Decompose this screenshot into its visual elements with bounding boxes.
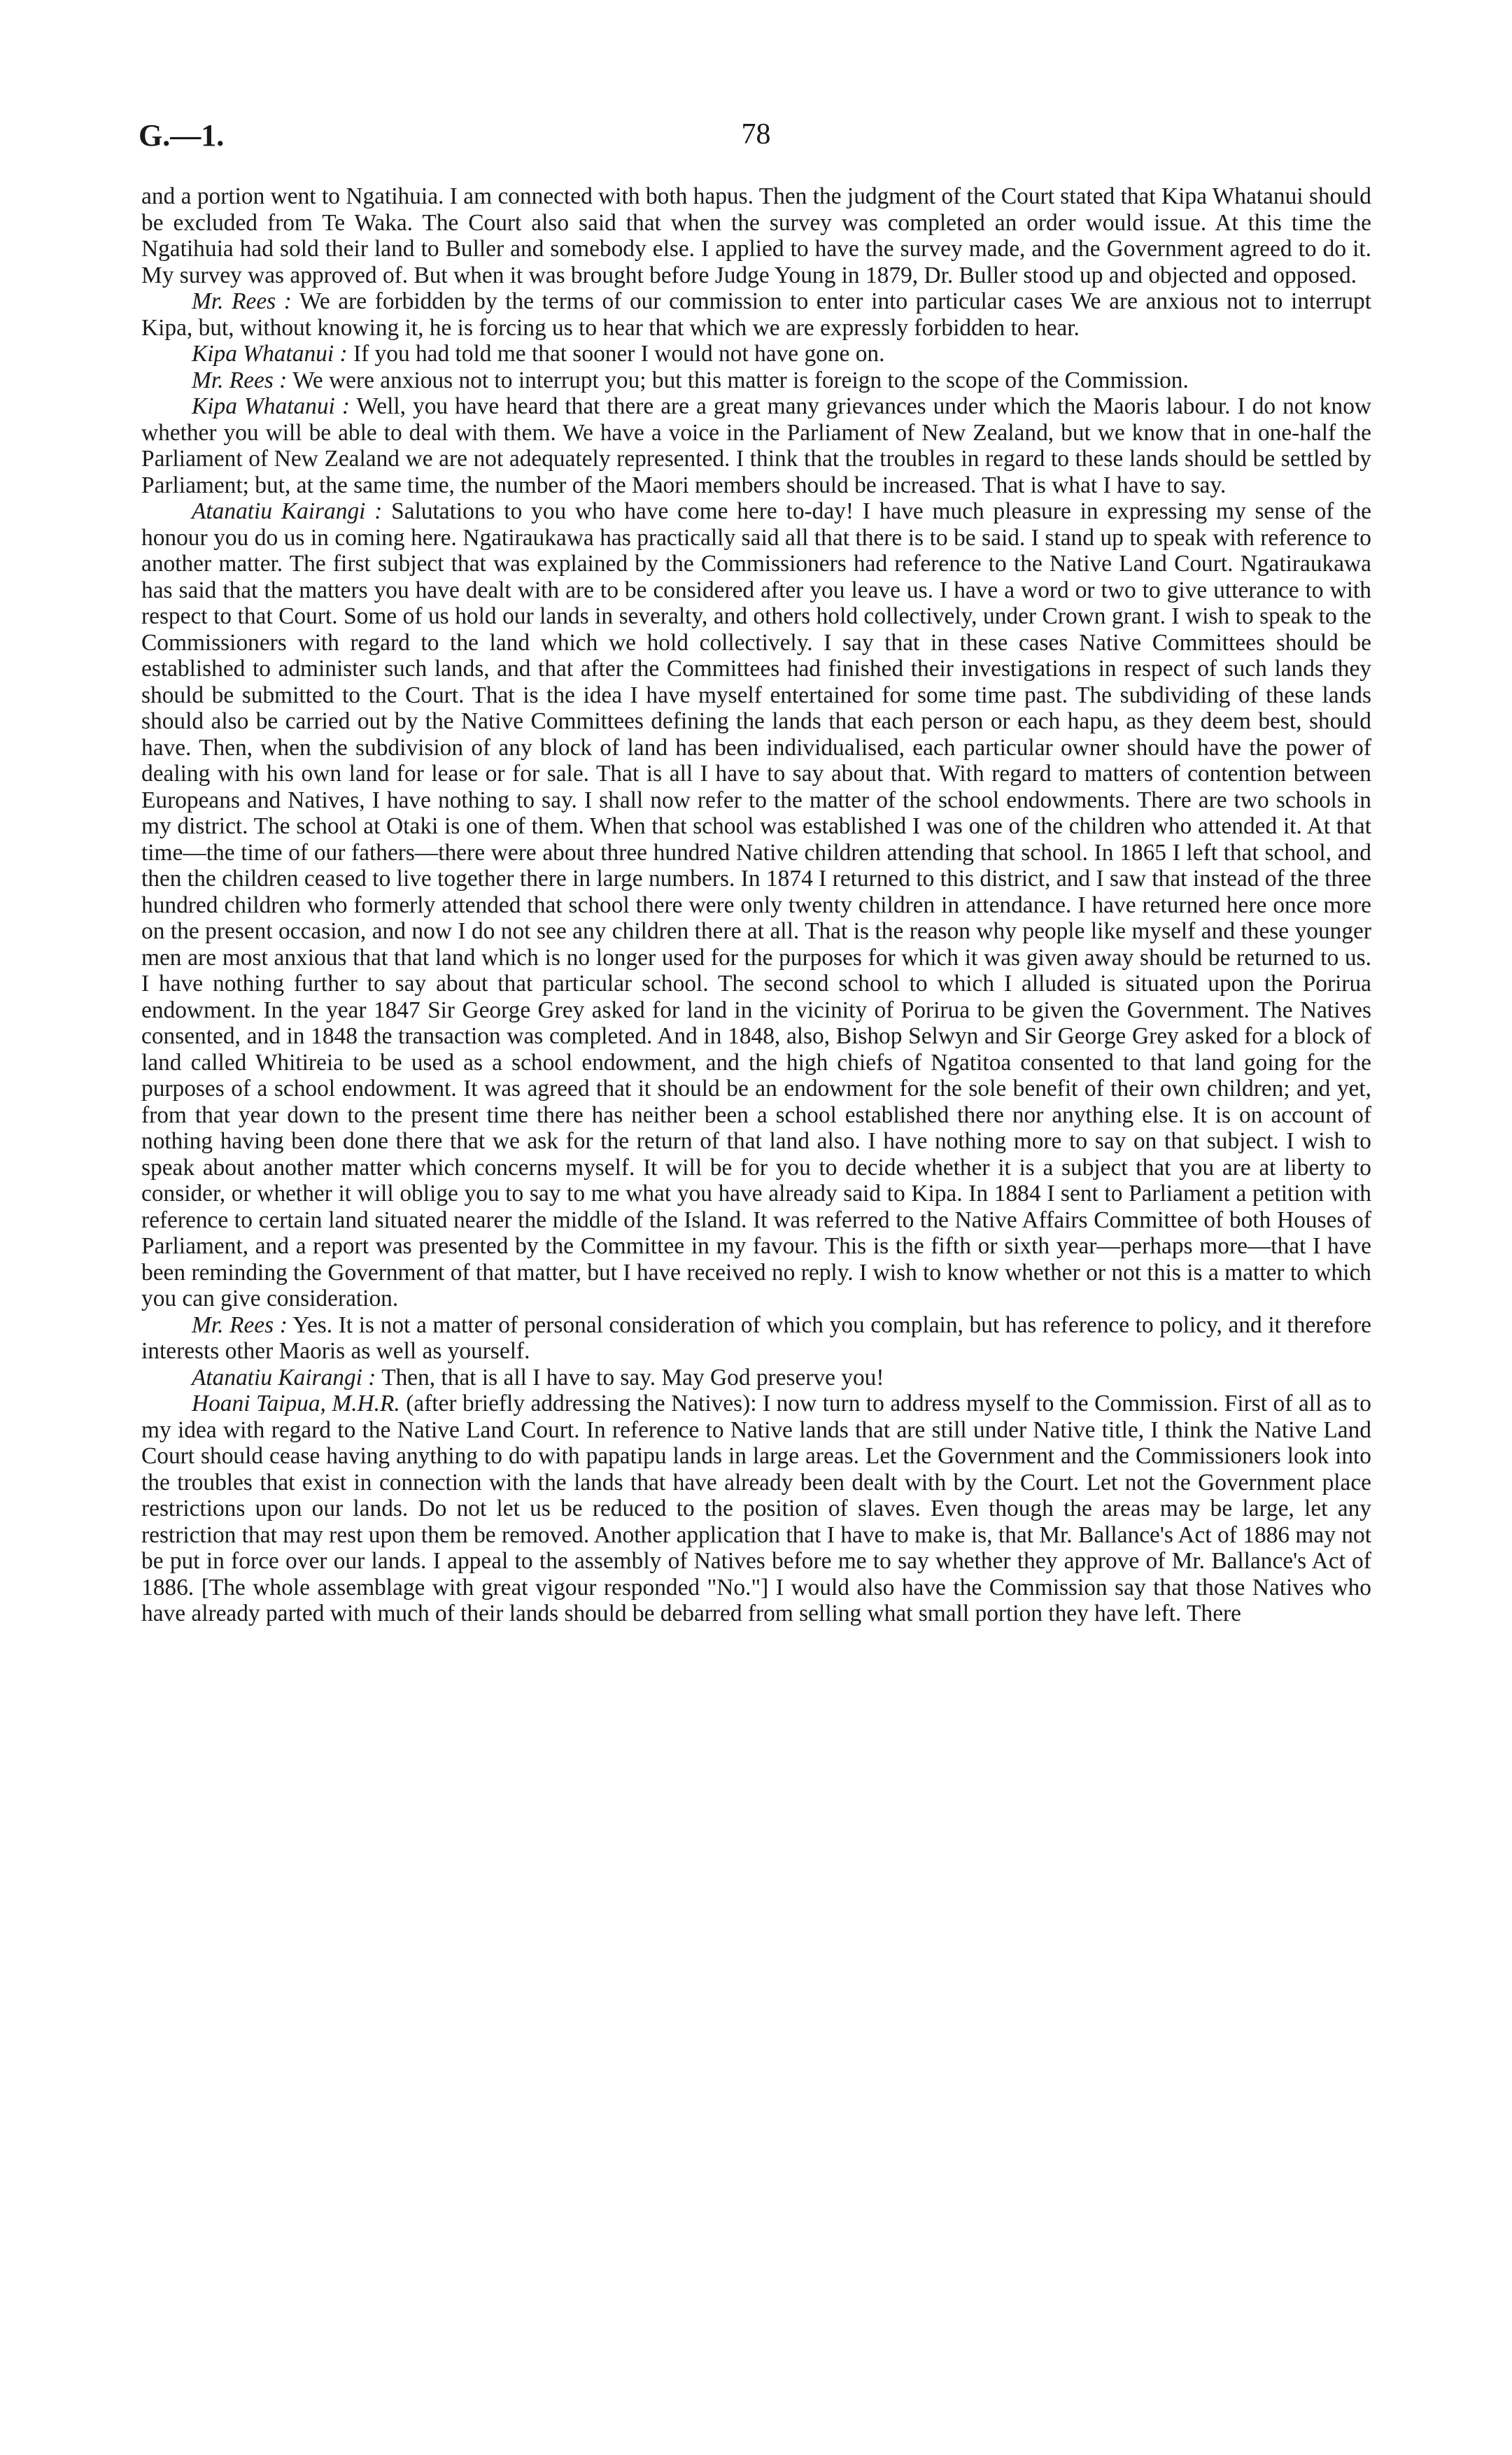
speaker-name: Mr. Rees : [192, 288, 292, 314]
page-header [139, 118, 1373, 160]
paragraph [141, 288, 1371, 341]
speaker-name: Atanatiu Kairangi : [192, 1364, 376, 1391]
paragraph [141, 498, 1371, 1312]
paragraph [141, 1312, 1371, 1365]
speaker-name: Mr. Rees : [192, 1311, 288, 1338]
paragraph [141, 393, 1371, 498]
speaker-name: Kipa Whatanui : [192, 393, 350, 419]
speaker-name: Hoani Taipua, M.H.R. [192, 1391, 400, 1416]
paragraph-text: and a portion went to Ngatihuia. I am connected with both hapus. Then the judgment of the Court stated that Kipa Whatanui should be excluded from Te Waka. The Court also said that when the survey was completed an order would issue. At this time the Ngatihuia had sold their land to Buller and somebody else. I applied to have the survey made, and the Government agreed to do it. My survey was approved of. But when it was brought before Judge Young in 1879, Dr. Buller stood up and objected and opposed. [141, 183, 1371, 288]
speaker-name: Kipa Whatanui : [192, 341, 348, 367]
page-number: 78 [741, 118, 771, 150]
paragraph [141, 1365, 1371, 1391]
paragraph-text: If you had told me that sooner I would not have gone on. [353, 341, 885, 367]
paragraph [141, 183, 1371, 288]
paragraph [141, 367, 1371, 394]
paragraph-text: Then, that is all I have to say. May God preserve you! [381, 1364, 884, 1391]
paragraph [141, 1391, 1371, 1627]
paragraph [141, 341, 1371, 367]
paragraph-text: We are forbidden by the terms of our commission to enter into particular cases We are anxious not to interrupt Kipa, but, without knowing it, he is forcing us to hear that which we are expressly forbidden to hear. [141, 288, 1371, 341]
body-text [141, 183, 1371, 1627]
document-reference: G.—1. [139, 118, 225, 153]
paragraph-text: We were anxious not to interrupt you; but this matter is foreign to the scope of the Commission. [292, 367, 1189, 393]
paragraph-text: (after briefly addressing the Natives): I now turn to address myself to the Commission. First of all as to my idea with regard to the Native Land Court. In reference to Native lands that are still under Native title, I think the Native Land Court should cease having anything to do with papatipu lands in large areas. Let the Government and the Commissioners look into the troubles that exist in connection with the lands that have already been dealt with by the Court. Let not the Government place restrictions upon our lands. Do not let us be reduced to the position of slaves. Even though the areas may be large, let any restriction that may rest upon them be removed. Another application that I have to make is, that Mr. Ballance's Act of 1886 may not be put in force over our lands. I appeal to the assembly of Natives before me to say whether they approve of Mr. Ballance's Act of 1886. [The whole assemblage with great vigour responded "No."] I would also have the Commission say that those Natives who have already parted with much of their lands should be debarred from selling what small portion they have left. There [141, 1391, 1371, 1626]
paragraph-text: Salutations to you who have come here to-day! I have much pleasure in expressing my sense of the honour you do us in coming here. Ngatiraukawa has practically said all that there is to be said. I stand up to speak with reference to another matter. The first subject that was explained by the Commissioners had reference to the Native Land Court. Ngatiraukawa has said that the matters you have dealt with are to be considered after you leave us. I have a word or two to give utterance to with respect to that Court. Some of us hold our lands in severalty, and others hold collectively, under Crown grant. I wish to speak to the Commissioners with regard to the land which we hold collectively. I say that in these cases Native Committees should be established to administer such lands, and that after the Committees had finished their investigations in respect of such lands they should be submitted to the Court. That is the idea I have myself entertained for some time past. The subdividing of these lands should also be carried out by the Native Committees defining the lands that each person or each hapu, as they deem best, should have. Then, when the subdivision of any block of land has been individualised, each particular owner should have the power of dealing with his own land for lease or for sale. That is all I have to say about that. With regard to matters of contention between Europeans and Natives, I have nothing to say. I shall now refer to the matter of the school endowments. There are two schools in my district. The school at Otaki is one of them. When that school was established I was one of the children who attended it. At that time—the time of our fathers—there were about three hundred Native children attending that school. In 1865 I left that school, and then the children ceased to live together there in large numbers. In 1874 I returned to this district, and I saw that instead of the three hundred children who formerly attended that school there were only twenty children in attendance. I have returned here once more on the present occasion, and now I do not see any children there at all. That is the reason why people like myself and these younger men are most anxious that that land which is no longer used for the purposes for which it was given away should be returned to us. I have nothing further to say about that particular school. The second school to which I alluded is situated upon the Porirua endowment. In the year 1847 Sir George Grey asked for land in the vicinity of Porirua to be given the Government. The Natives consented, and in 1848 the transaction was completed. And in 1848, also, Bishop Selwyn and Sir George Grey asked for a block of land called Whitireia to be used as a school endowment, and the high chiefs of Ngatitoa consented to that land going for the purposes of a school endowment. It was agreed that it should be an endowment for the sole benefit of their own children; and yet, from that year down to the present time there has neither been a school established there nor anything else. It is on account of nothing having been done there that we ask for the return of that land also. I have nothing more to say on that subject. I wish to speak about another matter which concerns myself. It will be for you to decide whether it is a subject that you are at liberty to consider, or whether it will oblige you to say to me what you have already said to Kipa. In 1884 I sent to Parliament a petition with reference to certain land situated nearer the middle of the Island. It was referred to the Native Affairs Committee of both Houses of Parliament, and a report was presented by the Committee in my favour. This is the fifth or sixth year—perhaps more—that I have been reminding the Government of that matter, but I have received no reply. I wish to know whether or not this is a matter to which you can give consideration. [141, 498, 1371, 1311]
paragraph-text: Well, you have heard that there are a great many grievances under which the Maoris labour. I do not know whether you will be able to deal with them. We have a voice in the Parliament of New Zealand, but we know that in one-half the Parliament of New Zealand we are not adequately represented. I think that the troubles in regard to these lands should be settled by Parliament; but, at the same time, the number of the Maori members should be increased. That is what I have to say. [141, 393, 1371, 498]
speaker-name: Atanatiu Kairangi : [192, 498, 383, 524]
paragraph-text: Yes. It is not a matter of personal consideration of which you complain, but has reference to policy, and it therefore interests other Maoris as well as yourself. [141, 1311, 1371, 1364]
speaker-name: Mr. Rees : [192, 367, 288, 393]
